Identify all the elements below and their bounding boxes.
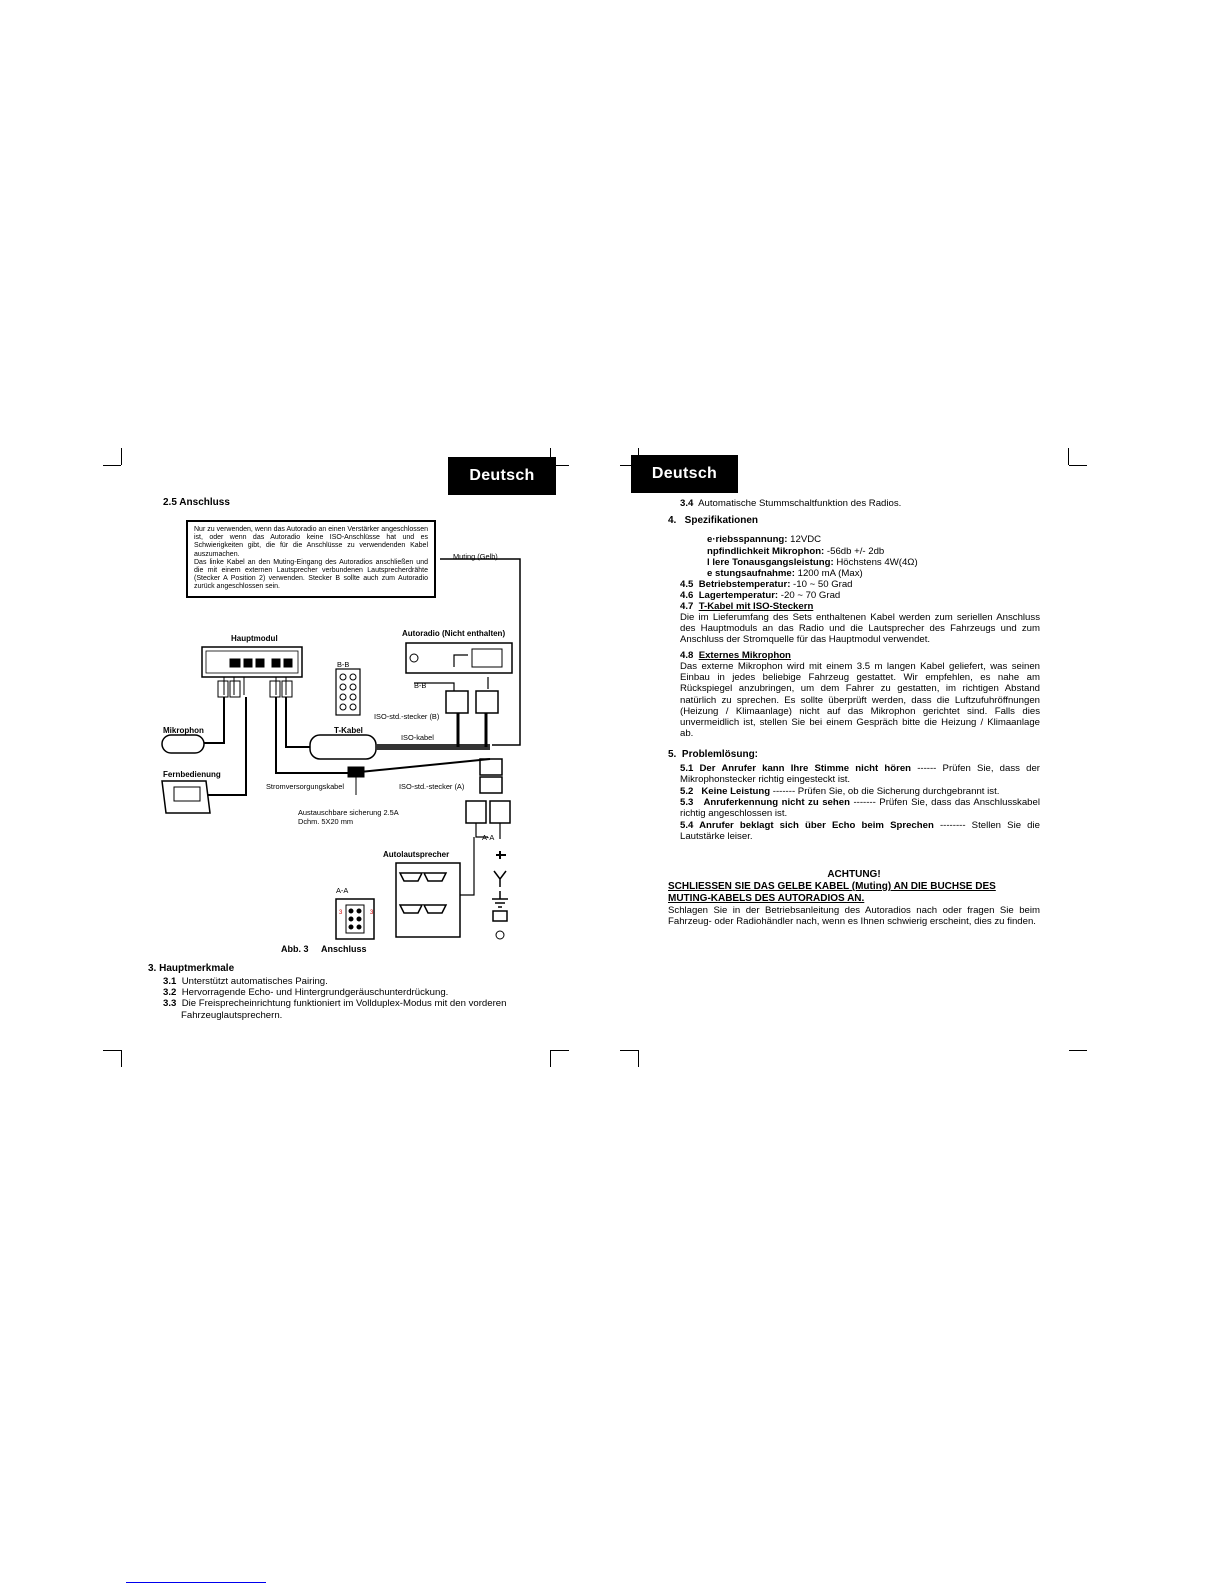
wiring-diagram — [150, 555, 570, 955]
crop-mark — [121, 1050, 122, 1067]
spec-row: 4.5 Betriebstemperatur: -10 ~ 50 Grad — [680, 579, 853, 590]
language-tab-left: Deutsch — [448, 457, 556, 495]
problem-5-4: 5.4 Anrufer beklagt sich über Echo beim Sprechen -------- Stellen Sie die Lautstärke leiser. — [680, 820, 1040, 843]
spec-row: e·riebsspannung: 12VDC — [707, 534, 822, 545]
notice-line: Das linke Kabel an den Muting-Eingang des Autoradios anschließen und die mit einem externen Lautsprecher verbundenen Lautsprecherdrähte (Stecker A Position 2) verwenden. Stecker B sollte auch zum Autoradio zurück angeschlossen sein. — [194, 558, 428, 591]
notice-line: Nur zu verwenden, wenn das Autoradio an einen Verstärker angeschlossen ist, oder wenn das Autoradio keine ISO-Anschlüsse hat und es Schwierigkeiten gibt, die für die Anschlüsse zu verwendenden Kabel auszumachen. — [194, 526, 428, 558]
spec-row: 4.6 Lagertemperatur: -20 ~ 70 Grad — [680, 590, 841, 601]
crop-mark — [121, 448, 122, 465]
crop-mark — [638, 1050, 639, 1067]
list-item: 3.1 Unterstützt automatisches Pairing. — [163, 976, 328, 987]
crop-mark — [103, 465, 121, 466]
label-bb-top: B-B — [337, 660, 350, 669]
label-autoradio: Autoradio (Nicht enthalten) — [402, 629, 506, 638]
spec-row: npfindlichkeit Mikrophon: -56db +/- 2db — [707, 546, 885, 557]
label-bb-side: B-B — [414, 681, 427, 690]
label-fernbedienung: Fernbedienung — [163, 770, 221, 779]
spec-row: l lere Tonausgangsleistung: Höchstens 4W(4Ω) — [707, 557, 918, 568]
language-tab-right: Deutsch — [631, 455, 738, 493]
label-iso-b: ISO-std.-stecker (B) — [374, 712, 440, 721]
label-sicherung: Austauschbare sicherung 2.5A — [298, 808, 399, 817]
crop-mark — [550, 1050, 551, 1067]
paragraph-mikrophon: Das externe Mikrophon wird mit einem 3.5 m langen Kabel geliefert, was seinen Einbau in jedes beliebige Fahrzeug gestattet. Wir empfehlen, es nahe am Rückspiegel anzubringen, um dem Fahrer zu gestatten, im richtigen Abstand natürlich zu sprechen. Es sollte überprüft werden, dass die Luftzufuhröffnungen (Heizung / Klimaanlage) nicht auf das Mikrophon gerichtet sind. Falls dies unvermeidlich ist, stellen Sie bei einem Gespräch bitte die Heizung / Klimaanlage ab. — [680, 661, 1040, 740]
achtung-heading: ACHTUNG! — [827, 869, 881, 880]
crop-mark — [1068, 448, 1069, 465]
label-pin-right: 3 — [370, 910, 374, 916]
footer-link-underline — [126, 1582, 266, 1583]
problem-5-2: 5.2 Keine Leistung ------- Prüfen Sie, ob die Sicherung durchgebrannt ist. — [680, 786, 1000, 797]
label-tkabel: T-Kabel — [334, 726, 363, 735]
item-3-4: 3.4 Automatische Stummschaltfunktion des Radios. — [680, 498, 902, 509]
label-hauptmodul: Hauptmodul — [231, 634, 278, 643]
problem-title: 5. Problemlösung: — [668, 749, 759, 760]
label-mikrophon: Mikrophon — [163, 726, 204, 735]
closing-paragraph: Schlagen Sie in der Betriebsanleitung des Autoradios nach oder fragen Sie beim Fahrzeug- oder Radiohändler nach, wenn es Ihnen schwierig erscheint, dies zu finden. — [668, 905, 1040, 928]
label-pin-left: 3 — [339, 910, 343, 916]
label-aa-right: A-A — [482, 833, 495, 842]
spec-row: e stungsaufnahme: 1200 mA (Max) — [707, 568, 863, 579]
spec-heading-mikrophon: 4.8 Externes Mikrophon — [680, 650, 791, 661]
section-title-anschluss: 2.5 Anschluss — [163, 497, 230, 508]
crop-mark — [103, 1050, 121, 1051]
label-iso-a: ISO-std.-stecker (A) — [399, 782, 465, 791]
label-autolautsprecher: Autolautsprecher — [383, 850, 450, 859]
problem-5-3: 5.3 Anruferkennung nicht zu sehen ------- Prüfen Sie, dass das Anschlusskabel richtig angeschlossen ist. — [680, 797, 1040, 820]
list-item: 3.2 Hervorragende Echo- und Hintergrundgeräuschunterdrückung. — [163, 987, 449, 999]
problem-5-1: 5.1 Der Anrufer kann Ihre Stimme nicht hören ------ Prüfen Sie, dass der Mikrophonstecker richtig eingesteckt ist. — [680, 763, 1040, 786]
crop-mark — [1069, 1050, 1087, 1051]
crop-mark — [620, 1050, 638, 1051]
label-isokabel: ISO-kabel — [401, 733, 434, 742]
crop-mark — [551, 1050, 569, 1051]
label-aa-left: A-A — [336, 886, 349, 895]
label-sicherung-size: Dchm. 5X20 mm — [298, 817, 354, 826]
figure-caption-text: Anschluss — [321, 944, 367, 954]
label-stromkabel: Stromversorgungskabel — [266, 782, 345, 791]
figure-caption-num: Abb. 3 — [281, 944, 309, 954]
spec-title: 4. Spezifikationen — [668, 515, 759, 526]
warning-text: SCHLIESSEN SIE DAS GELBE KABEL (Muting) AN DIE BUCHSE DES MUTING-KABELS DES AUTORADIOS AN. — [668, 881, 996, 904]
label-muting: Muting (Gelb) — [453, 552, 498, 561]
spec-heading-tkabel: 4.7 T-Kabel mit ISO-Steckern — [680, 601, 814, 612]
list-item: Fahrzeuglautsprechern. — [181, 1009, 283, 1021]
list-item: 3.3 Die Freisprecheinrichtung funktioniert im Vollduplex-Modus mit den vorderen — [163, 998, 507, 1010]
features-list — [163, 976, 543, 1021]
features-title: 3. Hauptmerkmale — [148, 963, 235, 974]
crop-mark — [1069, 465, 1087, 466]
paragraph-tkabel: Die im Lieferumfang des Sets enthaltenen Kabel werden zum seriellen Anschluss des Hauptmoduls an das Radio und die Lautsprecher des Fahrzeugs und zum Anschluss der Stromquelle für das Hauptmodul verwendet. — [680, 612, 1040, 646]
